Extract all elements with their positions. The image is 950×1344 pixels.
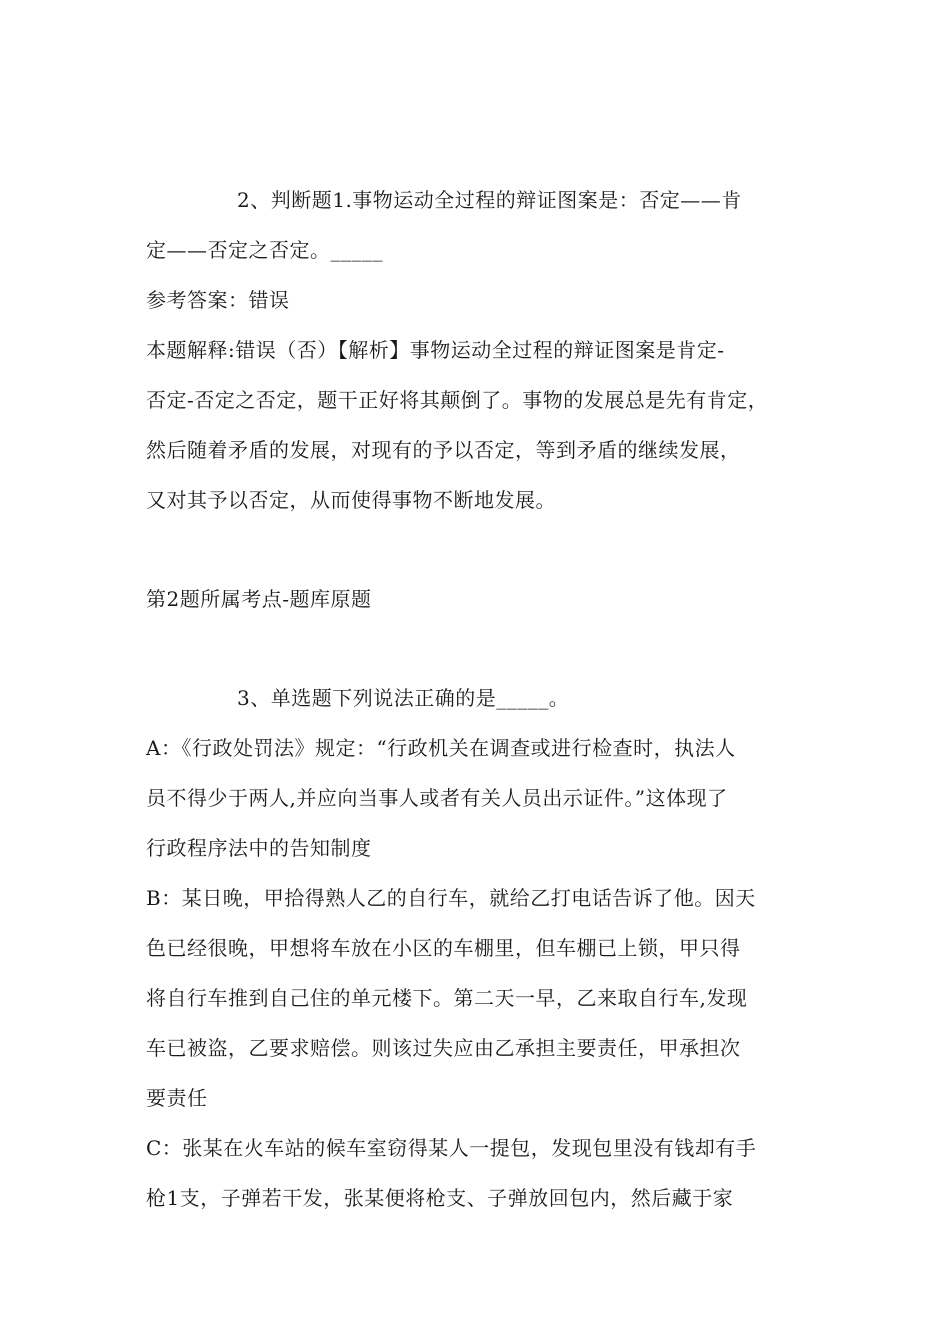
q3-option-b-line-3: 将自行车推到自己住的单元楼下。第二天一早，乙来取自行车,发现 (146, 986, 748, 1010)
q3-option-b-line-4: 车已被盗，乙要求赔偿。则该过失应由乙承担主要责任，甲承担次 (146, 1036, 741, 1060)
q3-option-c-line-2: 枪1支，子弹若干发，张某便将枪支、子弹放回包内，然后藏于家 (146, 1186, 734, 1210)
q3-option-b-line-2: 色已经很晚，甲想将车放在小区的车棚里，但车棚已上锁，甲只得 (146, 936, 741, 960)
q3-option-a-line-3: 行政程序法中的告知制度 (146, 836, 372, 860)
q2-explanation-line-1: 本题解释:错误（否）【解析】事物运动全过程的辩证图案是肯定- (146, 338, 725, 362)
q3-stem: 3、单选题下列说法正确的是_____。 (237, 686, 570, 710)
q3-option-b-line-5: 要责任 (146, 1086, 208, 1110)
q2-stem-line-2: 定——否定之否定。_____ (146, 238, 383, 262)
q3-option-a-line-1: A：《行政处罚法》规定：“行政机关在调查或进行检查时，执法人 (146, 736, 736, 760)
q2-stem-line-1: 2、判断题1.事物运动全过程的辩证图案是：否定——肯 (237, 188, 742, 212)
q3-option-a-line-2: 员不得少于两人,并应向当事人或者有关人员出示证件。”这体现了 (146, 786, 728, 810)
q2-explanation-line-3: 然后随着矛盾的发展，对现有的予以否定，等到矛盾的继续发展， (146, 438, 741, 462)
q3-option-c-line-1: C：张某在火车站的候车室窃得某人一提包，发现包里没有钱却有手 (146, 1136, 757, 1160)
q2-explanation-line-4: 又对其予以否定，从而使得事物不断地发展。 (146, 488, 556, 512)
q2-explanation-line-2: 否定-否定之否定，题干正好将其颠倒了。事物的发展总是先有肯定， (146, 388, 769, 412)
q3-option-b-line-1: B：某日晚，甲拾得熟人乙的自行车，就给乙打电话告诉了他。因天 (146, 886, 756, 910)
q2-source: 第2题所属考点-题库原题 (146, 587, 372, 611)
q2-answer: 参考答案：错误 (146, 288, 290, 312)
